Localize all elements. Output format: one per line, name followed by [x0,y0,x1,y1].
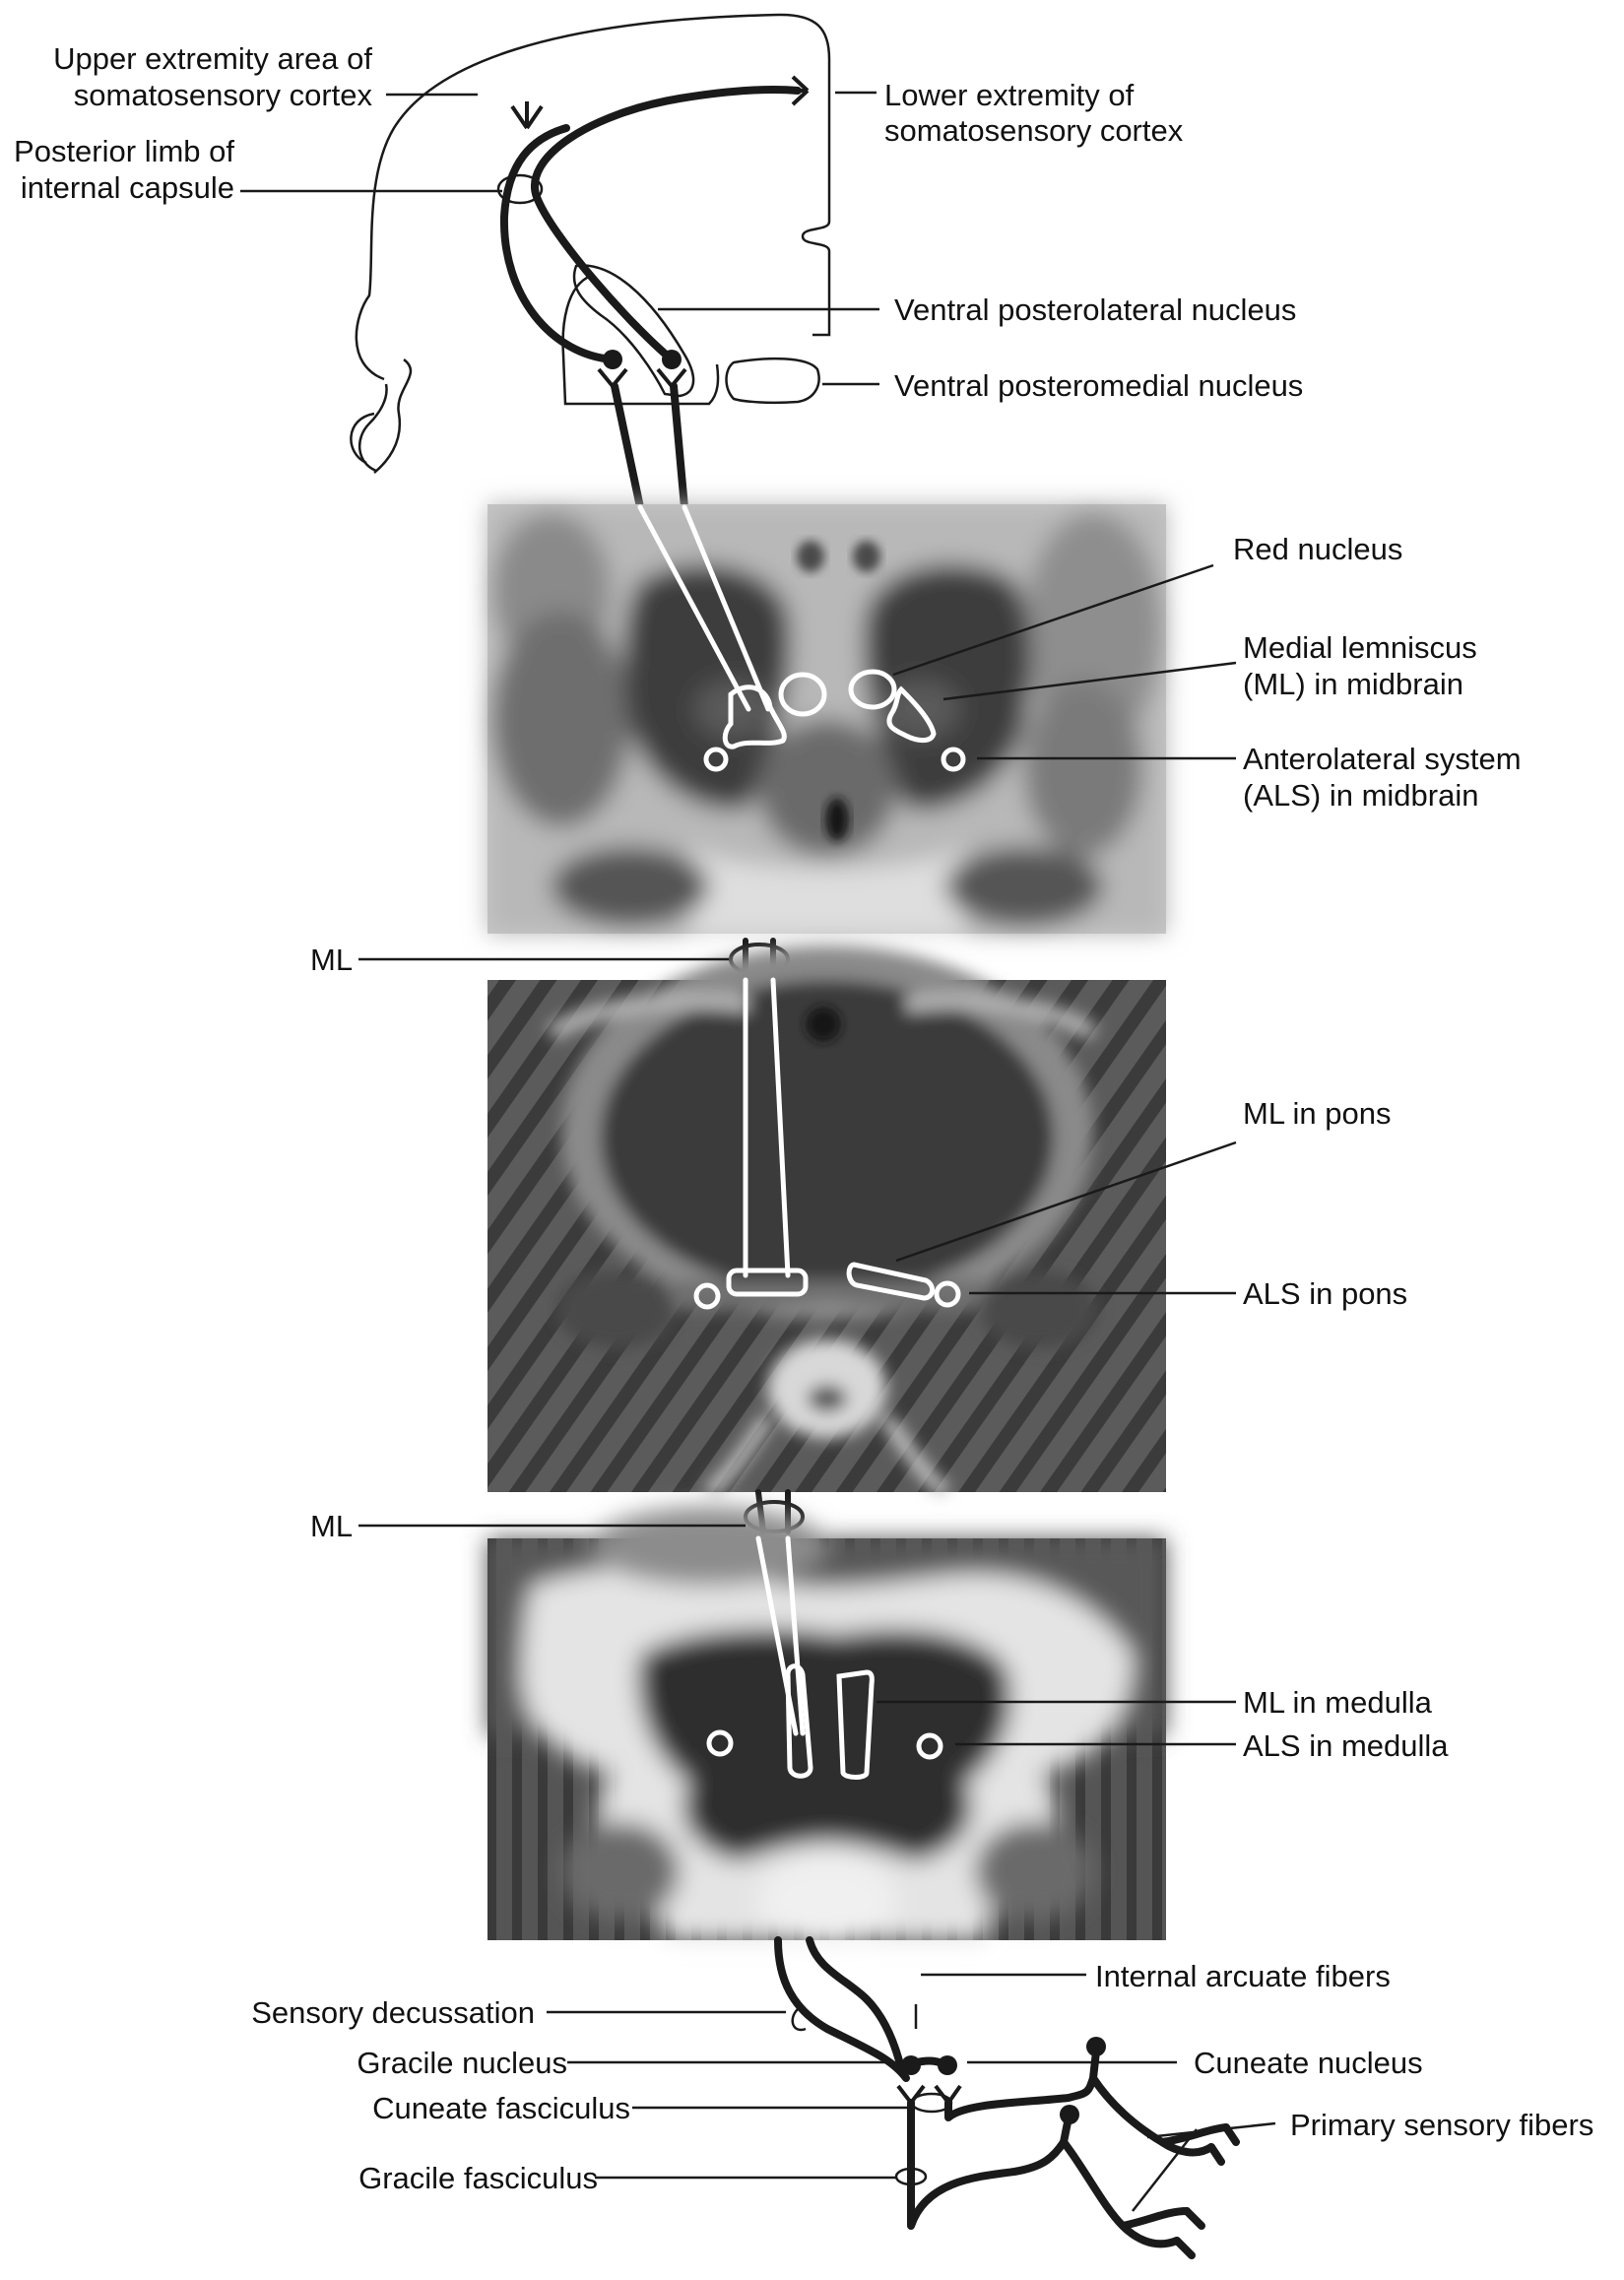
ml-medulla-label: ML in medulla [1243,1685,1432,1720]
thalamic-neuron-2 [662,350,682,369]
cortex-bracket [803,222,829,335]
als-pons-label: ALS in pons [1243,1276,1408,1311]
hemisphere-inner-curve [359,384,386,471]
posterior-limb-label-2: internal capsule [20,170,234,205]
dorsal-root-ganglion-2 [1060,2105,1079,2124]
ml-lower-label: ML [310,1509,354,1543]
sensory-decussation-label: Sensory decussation [251,1995,535,2030]
als-midbrain-label-1: Anterolateral system [1243,742,1522,776]
hemisphere-outline [357,15,829,379]
lower-extremity-terminal [778,77,808,104]
pons-section-image [487,945,1166,1492]
ml-midbrain-label-1: Medial lemniscus [1243,630,1477,665]
posterior-limb-label-1: Posterior limb of [14,134,234,168]
internal-arcuate-label: Internal arcuate fibers [1095,1959,1391,1993]
vpm-label: Ventral posteromedial nucleus [894,368,1304,403]
upper-extremity-label-1: Upper extremity area of [53,41,372,76]
red-nucleus-label: Red nucleus [1233,532,1403,566]
ml-midbrain-label-2: (ML) in midbrain [1243,667,1463,701]
thalamic-neuron-1 [603,350,622,369]
lower-extremity-label-2: somatosensory cortex [884,113,1184,148]
midbrain-section-image [487,504,1166,934]
lower-extremity-label-1: Lower extremity of [884,78,1135,112]
cortex-schematic [351,15,829,507]
thalamocortical-fiber-upper [504,128,613,359]
cuneate-fasciculus-fiber [948,2078,1226,2152]
upper-extremity-label-2: somatosensory cortex [73,78,372,112]
gracile-fasciculus-label: Gracile fasciculus [358,2161,598,2195]
cuneate-nucleus-label: Cuneate nucleus [1194,2046,1423,2080]
primary-sensory-label: Primary sensory fibers [1290,2108,1594,2142]
thalamocortical-fiber-lower [535,90,798,359]
als-medulla-label: ALS in medulla [1243,1728,1449,1763]
vpl-label: Ventral posterolateral nucleus [894,293,1297,327]
ml-fiber-right-bottom [810,1940,947,2068]
gracile-nucleus-neuron [901,2055,921,2075]
cuneate-nucleus-neuron [938,2055,957,2075]
gracile-nucleus-label: Gracile nucleus [357,2046,567,2080]
vpm-outline [727,358,819,403]
ml-pons-label: ML in pons [1243,1096,1392,1131]
vpl-outline [574,266,693,396]
dorsal-root-ganglion-1 [1086,2037,1106,2056]
als-midbrain-label-2: (ALS) in midbrain [1243,778,1479,813]
ml-upper-label: ML [310,943,354,977]
upper-extremity-terminal [512,101,542,128]
gracile-fasciculus-fiber [911,2103,1187,2244]
medulla-section-image [487,1507,1166,1945]
cuneate-fasciculus-label: Cuneate fasciculus [372,2091,630,2125]
